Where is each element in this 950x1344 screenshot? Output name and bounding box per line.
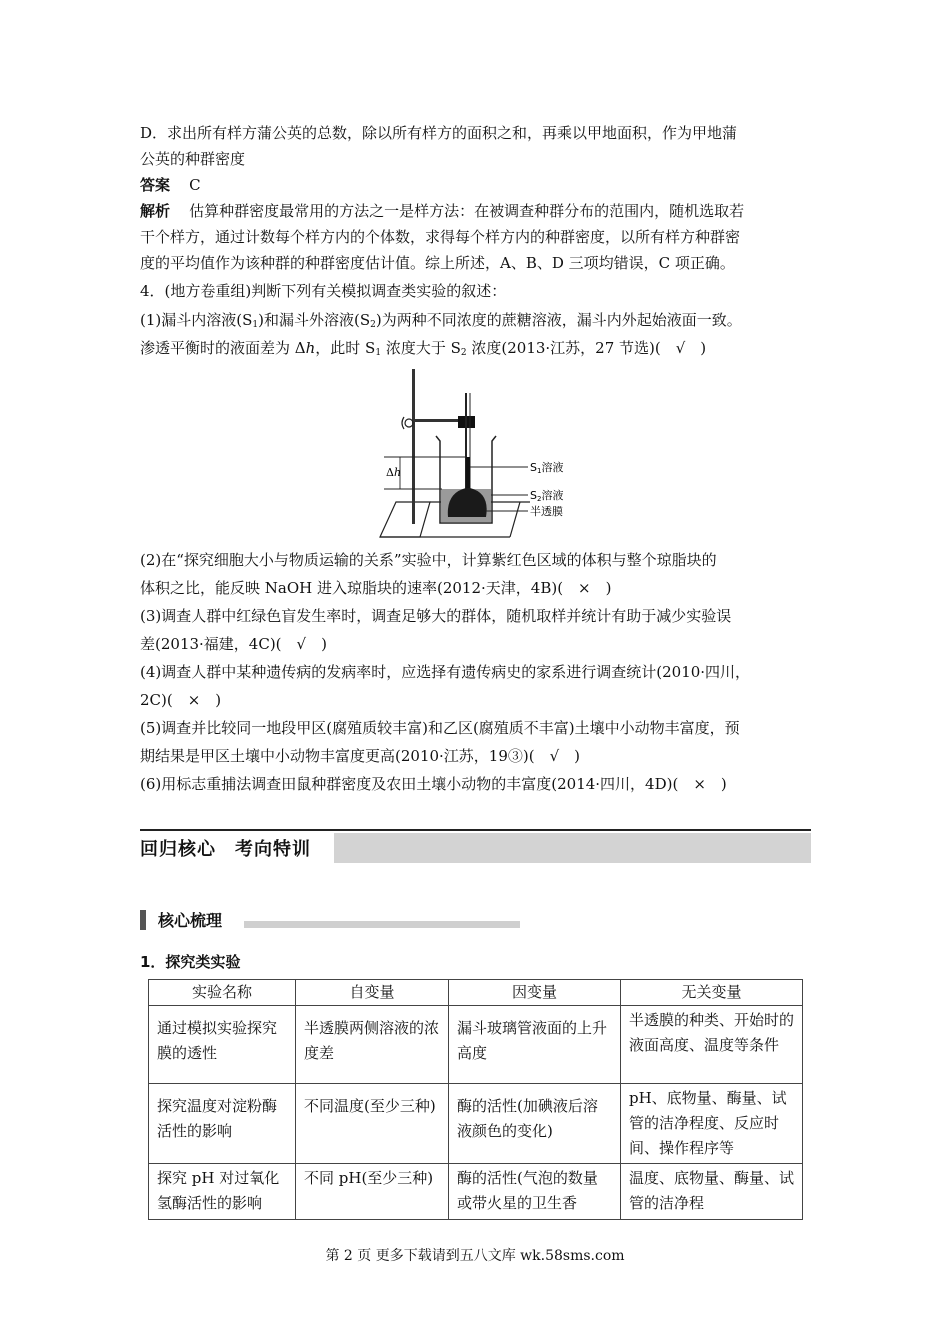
q4-item2-line1: (2)在“探究细胞大小与物质运输的关系”实验中，计算紫红色区域的体积与整个琼脂块的 <box>140 551 717 569</box>
option-d-line2: 公英的种群密度 <box>140 150 246 168</box>
table-row <box>149 1164 803 1220</box>
table-cell: 半透膜两侧溶液的浓度差 <box>296 1006 449 1084</box>
delta-h-label: Δh <box>386 466 402 479</box>
analysis-label: 解析 <box>140 202 171 220</box>
chapter-banner <box>140 829 811 864</box>
s2-label: S2溶液 <box>530 489 564 503</box>
q4-title: 4．(地方卷重组)判断下列有关模拟调查类实验的叙述： <box>140 282 507 300</box>
q4-item5-line1: (5)调查并比较同一地段甲区(腐殖质较丰富)和乙区(腐殖质不丰富)土壤中小动物丰富度，预 <box>140 719 740 737</box>
clamp-arm <box>415 419 463 422</box>
q4-item6-line1: (6)用标志重捕法调查田鼠种群密度及农田土壤小动物的丰富度(2014·四川，4D)( × ) <box>140 775 727 793</box>
page-footer: 第 2 页 更多下载请到五八文库 wk.58sms.com <box>325 1248 625 1264</box>
q4-item1-line2: 渗透平衡时的液面差为 Δh，此时 $S_1$ 浓度大于 $S_2$ 浓度(2013·江苏，27 节选)( √ ) <box>140 339 707 358</box>
table-cell: 探究 pH 对过氧化氢酶活性的影响 <box>149 1164 296 1220</box>
answer-label: 答案 <box>140 176 171 194</box>
table-header-cell: 因变量 <box>449 980 621 1006</box>
table-cell: pH、底物量、酶量、试管的洁净程度、反应时间、操作程序等 <box>621 1084 803 1164</box>
analysis-line2: 干个样方，通过计数每个样方内的个体数，求得每个样方内的种群密度，以所有样方种群密 <box>140 228 741 246</box>
table-cell: 漏斗玻璃管液面的上升高度 <box>449 1006 621 1084</box>
table-row <box>149 1006 803 1084</box>
subsection-title: 1．探究类实验 <box>140 953 241 971</box>
membrane-label: 半透膜 <box>530 505 563 518</box>
q4-item3-line2: 差(2013·福建，4C)( √ ) <box>140 635 327 653</box>
table-header-cell: 自变量 <box>296 980 449 1006</box>
table-cell: 不同温度(至少三种) <box>296 1084 449 1164</box>
answer-value: C <box>189 176 201 194</box>
table-cell: 半透膜的种类、开始时的液面高度、温度等条件 <box>621 1006 803 1084</box>
experiment-table <box>148 979 803 1220</box>
banner-title: 回归核心 考向特训 <box>140 839 311 860</box>
section-underline <box>244 921 520 928</box>
section-heading <box>140 908 530 934</box>
answer-row <box>140 174 201 196</box>
osmosis-apparatus-figure <box>370 365 580 543</box>
q4-item5-line2: 期结果是甲区土壤中小动物丰富度更高(2010·江苏，19③)( √ ) <box>140 747 580 765</box>
table-cell: 通过模拟实验探究膜的透性 <box>149 1006 296 1084</box>
q4-item3-line1: (3)调查人群中红绿色盲发生率时，调查足够大的群体，随机取样并统计有助于减少实验误 <box>140 607 732 625</box>
table-cell: 酶的活性(加碘液后溶液颜色的变化) <box>449 1084 621 1164</box>
analysis-line1 <box>140 200 744 222</box>
table-cell: 探究温度对淀粉酶活性的影响 <box>149 1084 296 1164</box>
s1-label: S1溶液 <box>530 461 564 475</box>
q4-item4-line1: (4)调查人群中某种遗传病的发病率时，应选择有遗传病史的家系进行调查统计(2010·四川， <box>140 663 751 681</box>
section-marker <box>140 910 146 930</box>
analysis-line3: 度的平均值作为该种群的种群密度估计值。综上所述，A、B、D 三项均错误，C 项正确。 <box>140 254 735 272</box>
banner-gray-bar <box>334 833 811 863</box>
clamp-knob <box>405 419 413 427</box>
stand-rod <box>412 369 415 524</box>
q4-item1-line1: (1)漏斗内溶液$(S_1)$和漏斗外溶液$(S_2)$为两种不同浓度的蔗糖溶液，漏斗内外起始液面一致。 <box>140 311 742 330</box>
table-header-cell: 实验名称 <box>149 980 296 1006</box>
analysis-text1: 估算种群密度最常用的方法之一是样方法：在被调查种群分布的范围内，随机选取若 <box>189 202 745 220</box>
table-row <box>149 1084 803 1164</box>
option-d-line1: D．求出所有样方蒲公英的总数，除以所有样方的面积之和，再乘以甲地面积，作为甲地蒲 <box>140 124 738 142</box>
q4-item2-line2: 体积之比，能反映 NaOH 进入琼脂块的速率(2012·天津，4B)( × ) <box>140 579 612 597</box>
table-header-cell: 无关变量 <box>621 980 803 1006</box>
table-cell: 温度、底物量、酶量、试管的洁净程 <box>621 1164 803 1220</box>
section-title: 核心梳理 <box>158 911 223 930</box>
table-cell: 不同 pH(至少三种) <box>296 1164 449 1220</box>
q4-item4-line2: 2C)( × ) <box>140 691 222 709</box>
base-plate <box>380 502 430 537</box>
table-cell: 酶的活性(气泡的数量或带火星的卫生香 <box>449 1164 621 1220</box>
table-header-row <box>149 980 803 1006</box>
